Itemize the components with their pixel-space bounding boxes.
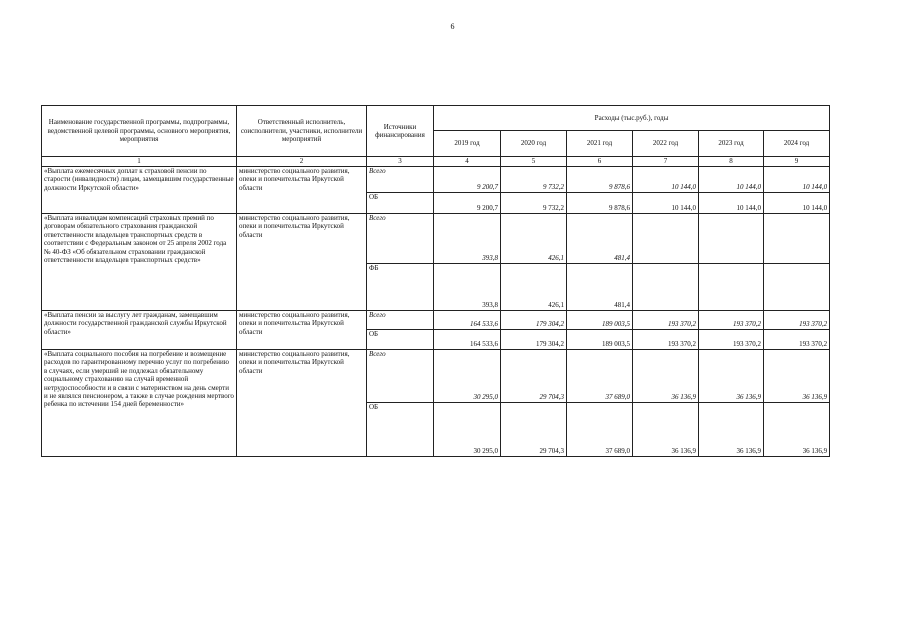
source-value: 426,1 (501, 264, 567, 311)
table-row (42, 311, 830, 330)
total-value: 481,4 (567, 214, 633, 264)
total-value (764, 214, 830, 264)
total-value: 193 370,2 (764, 311, 830, 330)
source-total-label: Всего (367, 311, 434, 330)
total-value: 393,8 (434, 214, 501, 264)
source-value: 10 144,0 (699, 193, 764, 214)
table-row (42, 167, 830, 193)
column-index: 9 (764, 157, 830, 167)
activity-name: «Выплата ежемесячных доплат к страховой пенсии по старости (инвалидности) лицам, замещавшим государственные должности Иркутской области» (42, 167, 237, 214)
activity-name: «Выплата инвалидам компенсаций страховых премий по договорам обязательного страхования гражданской ответственности владельцев транспортных средств в соответствии с Федеральным законом от 25 апреля 2002 года № 40-ФЗ «Об обязательном страховании гражданской ответственности владельцев транспортных средств» (42, 214, 237, 311)
header-name: Наименование государственной программы, подпрограммы, ведомственной целевой программы, основного мероприятия, мероприятия (42, 106, 237, 157)
total-value: 37 689,0 (567, 350, 633, 403)
total-value: 10 144,0 (633, 167, 699, 193)
source-value: 179 304,2 (501, 330, 567, 350)
source-value: 36 136,9 (699, 403, 764, 457)
total-value: 29 704,3 (501, 350, 567, 403)
source-total-label: Всего (367, 167, 434, 193)
source-value: 30 295,0 (434, 403, 501, 457)
total-value: 9 878,6 (567, 167, 633, 193)
column-index: 6 (567, 157, 633, 167)
header-source: Источники финансирования (367, 106, 434, 157)
total-value: 193 370,2 (699, 311, 764, 330)
total-value: 36 136,9 (699, 350, 764, 403)
total-value: 10 144,0 (764, 167, 830, 193)
source-label: ОБ (367, 193, 434, 214)
column-index: 2 (237, 157, 367, 167)
activity-name: «Выплата социального пособия на погребение и возмещение расходов по гарантированному перечню услуг по погребению в случаях, если умерший не подлежал обязательному социальному страхованию на случай временной нетрудоспособности и в связи с материнством на день смерти и не являлся пенсионером, а также в случае рождения мертвого ребенка по истечении 154 дней беременности» (42, 350, 237, 457)
source-value: 37 689,0 (567, 403, 633, 457)
source-value (699, 264, 764, 311)
source-label: ОБ (367, 330, 434, 350)
total-value: 426,1 (501, 214, 567, 264)
activity-executor: министерство социального развития, опеки и попечительства Иркутской области (237, 167, 367, 214)
source-value: 393,8 (434, 264, 501, 311)
source-value: 481,4 (567, 264, 633, 311)
source-value: 189 003,5 (567, 330, 633, 350)
total-value: 9 732,2 (501, 167, 567, 193)
table-row (42, 350, 830, 403)
source-label: ОБ (367, 403, 434, 457)
source-value: 193 370,2 (764, 330, 830, 350)
column-index: 1 (42, 157, 237, 167)
total-value: 36 136,9 (633, 350, 699, 403)
source-value: 36 136,9 (633, 403, 699, 457)
source-value: 9 878,6 (567, 193, 633, 214)
column-index: 3 (367, 157, 434, 167)
total-value (633, 214, 699, 264)
source-value: 193 370,2 (699, 330, 764, 350)
activity-executor: министерство социального развития, опеки и попечительства Иркутской области (237, 350, 367, 457)
source-value (764, 264, 830, 311)
activity-executor: министерство социального развития, опеки и попечительства Иркутской области (237, 214, 367, 311)
source-value: 10 144,0 (764, 193, 830, 214)
page-number: 6 (450, 22, 455, 31)
source-total-label: Всего (367, 214, 434, 264)
source-value: 9 200,7 (434, 193, 501, 214)
source-value: 193 370,2 (633, 330, 699, 350)
source-value: 29 704,3 (501, 403, 567, 457)
column-index: 7 (633, 157, 699, 167)
column-index: 5 (501, 157, 567, 167)
source-value: 164 533,6 (434, 330, 501, 350)
header-year: 2023 год (699, 131, 764, 157)
source-value: 9 732,2 (501, 193, 567, 214)
total-value: 30 295,0 (434, 350, 501, 403)
total-value: 10 144,0 (699, 167, 764, 193)
total-value: 9 200,7 (434, 167, 501, 193)
source-value: 10 144,0 (633, 193, 699, 214)
expenses-table (41, 105, 830, 457)
total-value: 179 304,2 (501, 311, 567, 330)
header-year: 2021 год (567, 131, 633, 157)
header-year: 2020 год (501, 131, 567, 157)
source-total-label: Всего (367, 350, 434, 403)
total-value: 193 370,2 (633, 311, 699, 330)
table-row (42, 214, 830, 264)
header-expenses: Расходы (тыс.руб.), годы (434, 106, 830, 131)
header-year: 2019 год (434, 131, 501, 157)
activity-executor: министерство социального развития, опеки и попечительства Иркутской области (237, 311, 367, 350)
total-value: 36 136,9 (764, 350, 830, 403)
header-year: 2024 год (764, 131, 830, 157)
total-value (699, 214, 764, 264)
total-value: 164 533,6 (434, 311, 501, 330)
source-value: 36 136,9 (764, 403, 830, 457)
column-index: 4 (434, 157, 501, 167)
column-index: 8 (699, 157, 764, 167)
source-label: ФБ (367, 264, 434, 311)
total-value: 189 003,5 (567, 311, 633, 330)
header-executor: Ответственный исполнитель, соисполнители, участники, исполнители мероприятий (237, 106, 367, 157)
activity-name: «Выплата пенсии за выслугу лет гражданам, замещавшим должности государственной гражданской службы Иркутской области» (42, 311, 237, 350)
source-value (633, 264, 699, 311)
header-year: 2022 год (633, 131, 699, 157)
